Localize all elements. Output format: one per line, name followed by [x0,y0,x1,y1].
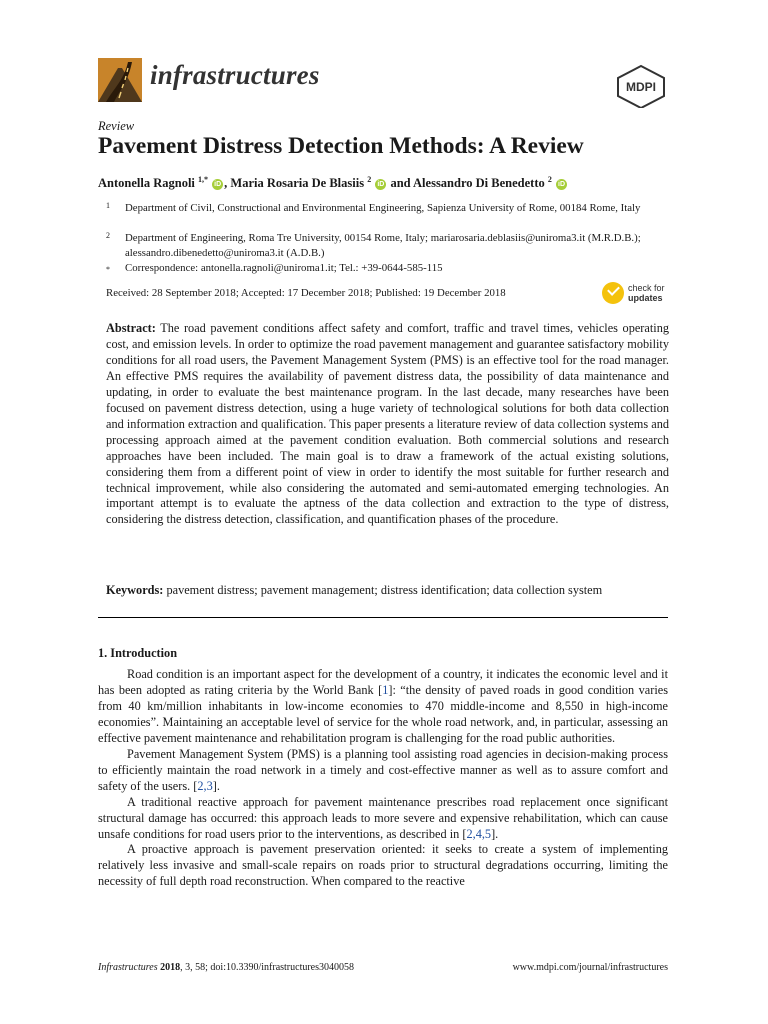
section-heading: 1. Introduction [98,646,178,660]
author-list [98,176,568,191]
orcid-icon[interactable]: iD [377,180,385,188]
abstract-label: Abstract: [106,321,156,335]
journal-road-logo-icon [98,58,142,102]
author-separator: and [387,176,414,190]
keywords-text: pavement distress; pavement management; distress identification; data collection system [163,583,603,597]
paragraph [98,747,668,795]
footer-year: 2018 [160,962,181,973]
affiliation-number: 1 [106,201,110,210]
author-name: Antonella Ragnoli [98,176,195,190]
footer-citation [98,962,354,973]
check-for-updates-icon[interactable] [600,280,672,308]
body-text [98,667,668,890]
author-separator: , [224,176,231,190]
affiliation-text: Department of Civil, Constructional and Environmental Engineering, Sapienza University of Rome, 00184 Rome, Italy [125,202,641,214]
citation-link[interactable]: 1 [382,682,389,697]
orcid-icon[interactable]: iD [558,180,565,188]
keywords [106,583,669,598]
mdpi-logo-text: MDPI [626,80,656,94]
paragraph-text: ]. [491,826,499,841]
check-for-updates-line1: check for [628,283,665,293]
keywords-label: Keywords: [106,583,164,597]
journal-name: infrastructures [150,60,320,90]
affiliation-number: * [106,265,110,274]
orcid-icon[interactable]: iD [214,180,222,188]
author-affiliation-marker: 2 [367,174,372,184]
article-type: Review [98,119,135,133]
paragraph [98,795,668,843]
footer-journal: Infrastructures [98,962,158,973]
check-for-updates-line2: updates [628,293,663,303]
affiliation-number: 2 [106,231,110,240]
affiliation-text: Department of Engineering, Roma Tre University, 00154 Rome, Italy; mariarosaria.deblasiis@uniroma3.it (M.R.D.B.); alessandro.dibenedetto@uniroma3.it (A.D.B.) [125,232,641,259]
abstract [106,321,669,528]
citation-link[interactable]: 2,3 [197,778,213,793]
author-affiliation-marker: 2 [547,174,552,184]
paragraph-text: Road condition is an important aspect for the development of a country, it indicates the economic level and it has been adopted as rating criteria by the World Bank [ [98,667,668,697]
section-divider [98,617,668,618]
footer-url[interactable]: www.mdpi.com/journal/infrastructures [512,962,668,973]
paragraph: A proactive approach is pavement preservation oriented: it seeks to create a system of implementing relatively less invasive and small-scale repairs on roads prior to structural degradations occurring, limiting the necessity of full depth road reconstruction. When compared to the reactive [98,842,668,889]
paragraph-text: A traditional reactive approach for pavement maintenance prescribes road replacement once significant structural damage has occurred: this approach leads to more severe and expensive rehabilitation, which can cause unsafe conditions for road users prior to the interventions, as described in [ [98,794,668,841]
abstract-text: The road pavement conditions affect safety and comfort, traffic and travel times, vehicles operating cost, and emission levels. In order to optimize the road pavement management and guarantee satisfactory mobility conditions for all road users, the Pavement Management System (PMS) is an effective tool for the road manager. An effective PMS requires the availability of pavement distress data, the possibility of data maintenance and updating, in order to evaluate the best maintenance program. In the last decade, many researches have been focused on pavement distress detection, using a huge variety of technological solutions for both data collection and information extraction and qualification. This paper presents a literature review of data collection systems and processing approach aimed at the pavement condition evaluation. Both commercial solutions and research approaches have been included. The main goal is to draw a framework of the actual existing solutions, considering them from a different point of view in order to identify the most suitable for further research and technical improvement, while also considering the automated and semi-automated emerging technologies. An important attempt is to evaluate the aptness of the data collection and extraction to the type of distress, considering the distress detection, classification, and quantification phases of the procedure. [106,321,669,527]
citation-link[interactable]: 2,4,5 [466,826,492,841]
publication-dates: Received: 28 September 2018; Accepted: 17 December 2018; Published: 19 December 2018 [106,287,506,299]
author-name: Maria Rosaria De Blasiis [230,176,365,190]
paragraph-text: ]: “the density of paved roads in good condition varies from 40 km/million inhabitants in low-income economies to 470 middle-income and 8,550 in high-income economies”. Maintaining an acceptable level of service for the whole road network, and, in particular, assessing an effective pavement maintenance and rehabilitation program is challenging for the road public authorities. [98,682,668,745]
author-affiliation-marker: 1,* [198,174,209,184]
affiliation-text: Correspondence: antonella.ragnoli@uniroma1.it; Tel.: +39-0644-585-115 [125,262,443,274]
paragraph-text: ]. [212,778,220,793]
paper-title: Pavement Distress Detection Methods: A Review [98,133,584,159]
author-name: Alessandro Di Benedetto [413,176,545,190]
mdpi-logo-icon [614,64,668,108]
paragraph-text: Pavement Management System (PMS) is a planning tool assisting road agencies in decision-making process to efficiently maintain the road network in a timely and cost-effective manner as well as to assure comfort and safety of the users. [ [98,746,668,793]
paragraph [98,667,668,747]
footer-doi: , 3, 58; doi:10.3390/infrastructures3040058 [180,962,355,973]
